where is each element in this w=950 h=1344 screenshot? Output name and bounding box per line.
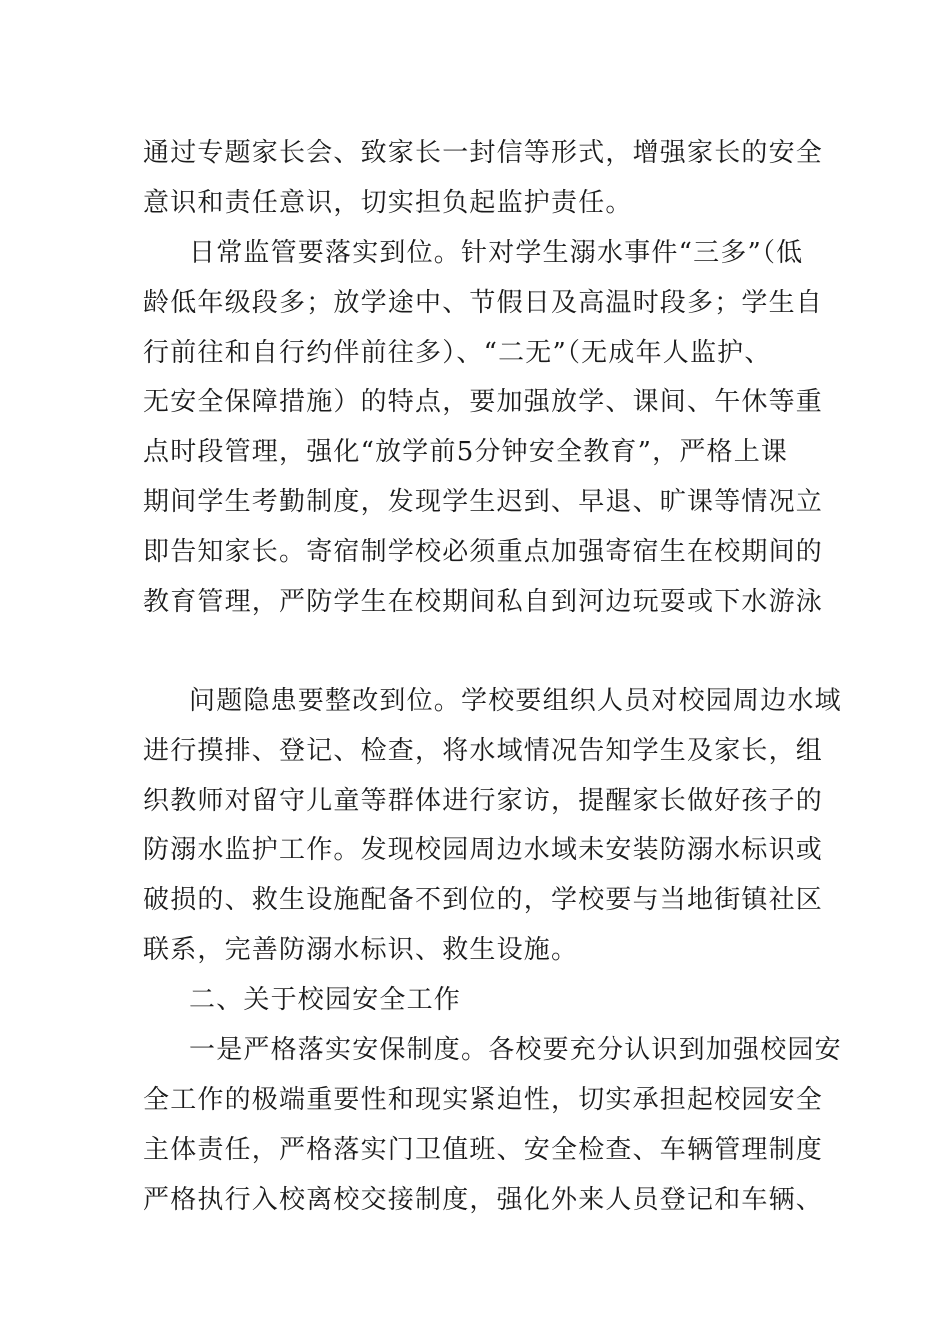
text-line: 龄低年级段多；放学途中、节假日及高温时段多；学生自 — [143, 288, 824, 318]
section-heading: 二、关于校园安全工作 — [189, 985, 462, 1015]
text-line: 破损的、救生设施配备不到位的，学校要与当地街镇社区 — [143, 885, 824, 915]
text-line: 织教师对留守儿童等群体进行家访，提醒家长做好孩子的 — [143, 786, 824, 816]
text-line: 点时段管理，强化“放学前5分钟安全教育”，严格上课 — [143, 437, 789, 467]
text-line: 联系，完善防溺水标识、救生设施。 — [143, 935, 579, 965]
text-line: 主体责任，严格落实门卫值班、安全检查、车辆管理制度 — [143, 1135, 824, 1165]
text-line: 进行摸排、登记、检查，将水域情况告知学生及家长，组 — [143, 736, 824, 766]
text-line: 防溺水监护工作。发现校园周边水域未安装防溺水标识或 — [143, 835, 824, 865]
paragraph-start-line: 问题隐患要整改到位。学校要组织人员对校园周边水域 — [189, 686, 842, 716]
paragraph-start-line: 日常监管要落实到位。针对学生溺水事件“三多”（低 — [189, 238, 804, 268]
text-line: 即告知家长。寄宿制学校必须重点加强寄宿生在校期间的 — [143, 537, 824, 567]
text-line: 意识和责任意识，切实担负起监护责任。 — [143, 188, 633, 218]
text-line: 无安全保障措施）的特点，要加强放学、课间、午休等重 — [143, 387, 824, 417]
text-line: 严格执行入校离校交接制度，强化外来人员登记和车辆、 — [143, 1185, 824, 1215]
text-line: 教育管理，严防学生在校期间私自到河边玩耍或下水游泳 — [143, 587, 824, 617]
text-line: 通过专题家长会、致家长一封信等形式，增强家长的安全 — [143, 138, 824, 168]
paragraph-start-line: 一是严格落实安保制度。各校要充分认识到加强校园安 — [189, 1035, 842, 1065]
text-line: 行前往和自行约伴前往多）、“二无”（无成年人监护、 — [143, 338, 772, 368]
text-line: 期间学生考勤制度，发现学生迟到、早退、旷课等情况立 — [143, 487, 824, 517]
text-line: 全工作的极端重要性和现实紧迫性，切实承担起校园安全 — [143, 1085, 824, 1115]
